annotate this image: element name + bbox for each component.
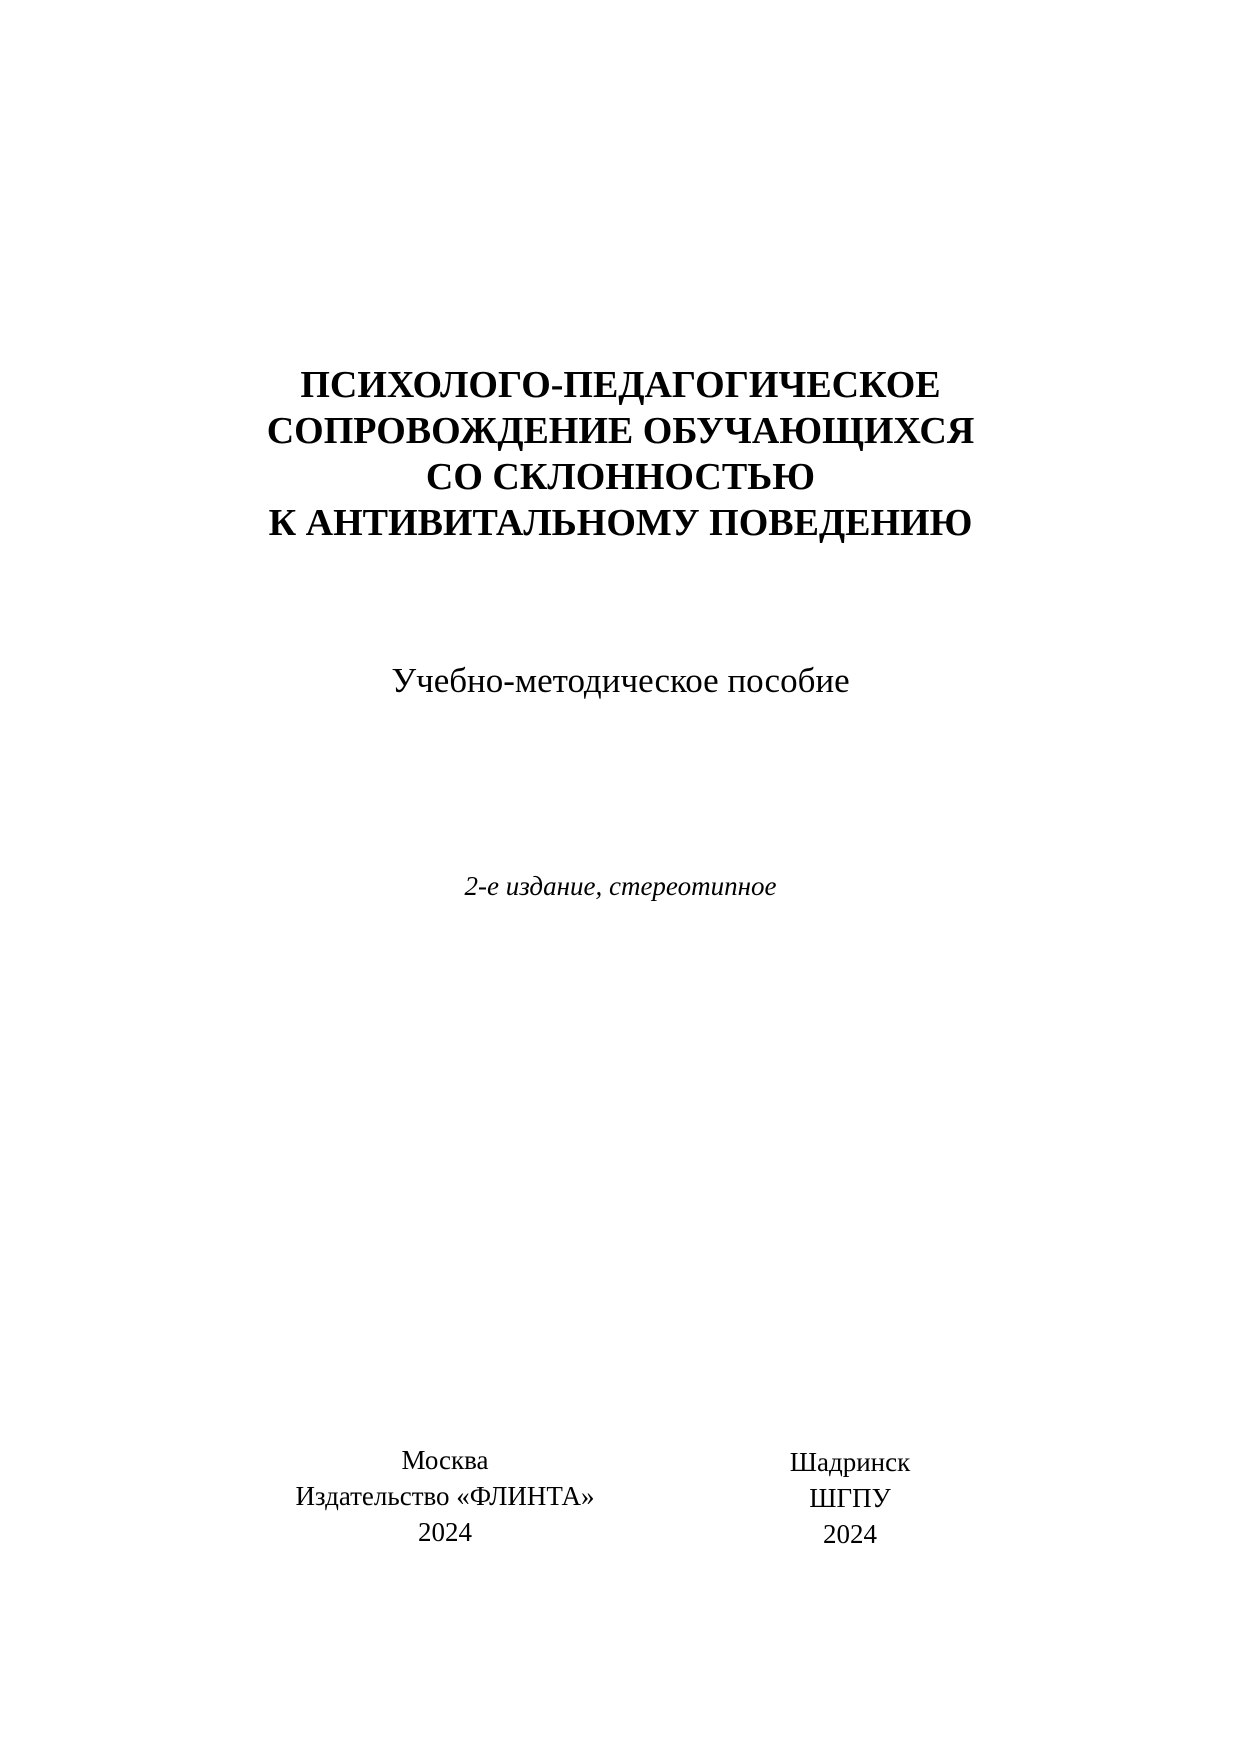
imprint-publisher: Издательство «ФЛИНТА» bbox=[295, 1481, 595, 1511]
edition-note: 2-е издание, стереотипное bbox=[464, 871, 777, 901]
imprint-city: Москва bbox=[401, 1445, 489, 1475]
imprint-year: 2024 bbox=[418, 1517, 472, 1547]
title-line-1: ПСИХОЛОГО-ПЕДАГОГИЧЕСКОЕ bbox=[300, 364, 941, 406]
title-line-3: СО СКЛОННОСТЬЮ bbox=[425, 456, 816, 498]
imprint-city: Шадринск bbox=[789, 1447, 911, 1477]
book-subtitle: Учебно-методическое пособие bbox=[391, 661, 850, 700]
title-line-2: СОПРОВОЖДЕНИЕ ОБУЧАЮЩИХСЯ bbox=[266, 410, 975, 452]
imprint-moscow bbox=[265, 1442, 625, 1550]
imprint-shadrinsk bbox=[745, 1444, 955, 1552]
title-line-4: К АНТИВИТАЛЬНОМУ ПОВЕДЕНИЮ bbox=[268, 502, 973, 544]
imprint-year: 2024 bbox=[823, 1519, 877, 1549]
imprint-publisher: ШГПУ bbox=[809, 1483, 891, 1513]
book-title bbox=[0, 362, 1241, 546]
